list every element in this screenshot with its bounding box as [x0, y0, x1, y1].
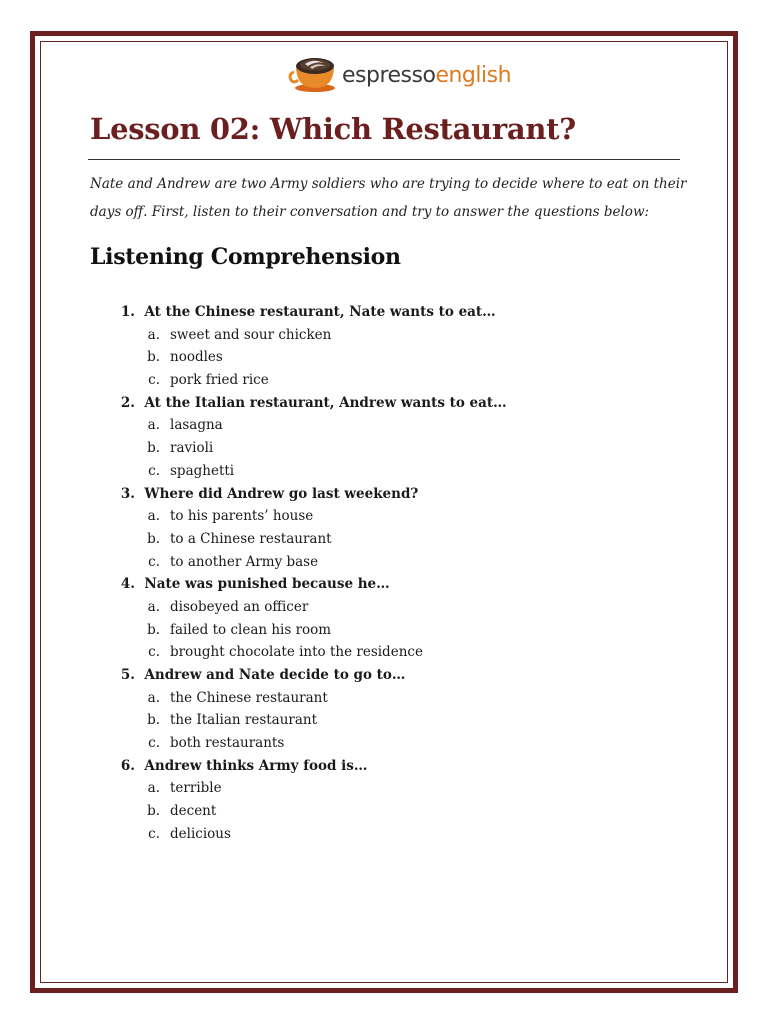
option-letter: a. [147, 326, 160, 343]
question-6 [90, 755, 710, 778]
option-text: delicious [170, 825, 231, 842]
question-3 [90, 483, 710, 506]
answer-option [90, 324, 710, 347]
option-letter: a. [147, 598, 160, 615]
option-text: pork fried rice [170, 372, 269, 389]
espresso-english-logo [288, 52, 511, 96]
option-text: ravioli [170, 440, 214, 457]
option-letter: c. [148, 735, 160, 752]
question-text: Andrew thinks Army food is… [144, 757, 368, 774]
option-letter: c. [148, 825, 160, 842]
question-number: 6. [120, 757, 135, 774]
option-text: the Chinese restaurant [170, 689, 328, 706]
intro-paragraph: Nate and Andrew are two Army soldiers who are trying to decide where to eat on their days off. First, listen to their conversation and try to answer the questions below: [90, 176, 687, 220]
logo-wordmark [342, 63, 511, 88]
question-number: 4. [120, 576, 135, 593]
option-text: noodles [170, 349, 223, 366]
option-letter: b. [147, 712, 160, 729]
logo-word-espresso: espresso [342, 62, 436, 88]
option-letter: a. [147, 508, 160, 525]
answer-option [90, 823, 710, 846]
option-letter: b. [147, 530, 160, 547]
option-text: brought chocolate into the residence [170, 644, 423, 661]
question-text: Where did Andrew go last weekend? [144, 485, 419, 502]
answer-option [90, 596, 710, 619]
question-1 [90, 301, 710, 324]
answer-option [90, 687, 710, 710]
question-2 [90, 392, 710, 415]
question-number: 5. [120, 667, 135, 683]
question-text: Andrew and Nate decide to go to… [144, 667, 406, 683]
question-text: Nate was punished because he… [144, 576, 390, 593]
answer-option [90, 641, 710, 664]
question-number: 2. [120, 394, 135, 411]
answer-option [90, 460, 710, 483]
option-text: both restaurants [170, 735, 285, 752]
answer-option [90, 800, 710, 823]
question-number: 1. [120, 304, 135, 320]
option-text: to his parents’ house [170, 508, 314, 525]
option-letter: b. [147, 349, 160, 366]
question-5 [90, 664, 710, 687]
option-text: terrible [170, 780, 222, 797]
option-text: failed to clean his room [170, 621, 332, 638]
option-letter: b. [147, 621, 160, 638]
option-letter: a. [147, 689, 160, 706]
lesson-title: Lesson 02: Which Restaurant? [90, 112, 576, 146]
answer-option [90, 709, 710, 732]
answer-option [90, 777, 710, 800]
answer-option [90, 619, 710, 642]
option-text: spaghetti [170, 462, 235, 479]
option-text: the Italian restaurant [170, 712, 318, 729]
question-text: At the Italian restaurant, Andrew wants to eat… [144, 394, 507, 411]
logo-word-english: english [435, 62, 512, 88]
question-list [90, 301, 710, 846]
option-letter: a. [147, 417, 160, 434]
answer-option [90, 505, 710, 528]
question-4 [90, 573, 710, 596]
answer-option [90, 437, 710, 460]
answer-option [90, 528, 710, 551]
answer-option [90, 551, 710, 574]
title-divider [88, 159, 680, 160]
question-text: At the Chinese restaurant, Nate wants to eat… [144, 304, 496, 320]
option-text: decent [170, 803, 217, 820]
answer-option [90, 732, 710, 755]
answer-option [90, 369, 710, 392]
option-text: sweet and sour chicken [170, 326, 332, 343]
option-letter: c. [148, 644, 160, 661]
option-letter: c. [148, 553, 160, 570]
section-heading: Listening Comprehension [90, 244, 401, 270]
coffee-cup-icon [288, 52, 340, 96]
option-text: lasagna [170, 417, 223, 434]
option-text: to another Army base [170, 553, 319, 570]
question-number: 3. [120, 485, 135, 502]
option-letter: b. [147, 803, 160, 820]
answer-option [90, 414, 710, 437]
answer-option [90, 346, 710, 369]
option-letter: a. [147, 780, 160, 797]
option-text: disobeyed an officer [170, 598, 309, 615]
option-letter: b. [147, 440, 160, 457]
option-letter: c. [148, 462, 160, 479]
option-letter: c. [148, 372, 160, 389]
option-text: to a Chinese restaurant [170, 530, 332, 547]
